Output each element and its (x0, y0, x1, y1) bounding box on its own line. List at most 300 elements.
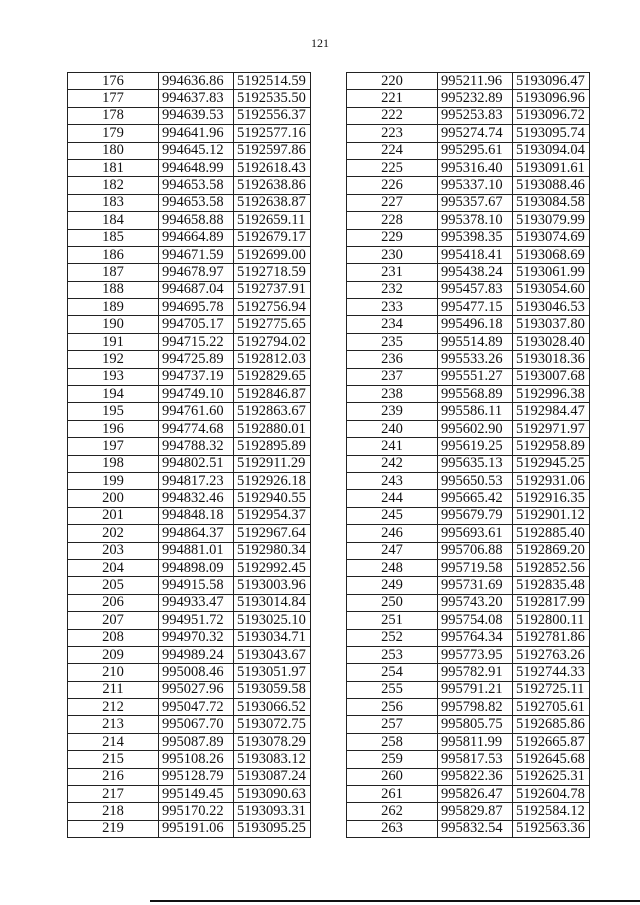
table-row (68, 264, 311, 281)
y-coordinate-cell: 5192984.47 (513, 403, 590, 420)
point-number-cell: 191 (68, 333, 159, 350)
x-coordinate-cell: 994695.78 (159, 299, 234, 316)
table-row (347, 455, 590, 472)
x-coordinate-cell: 995496.18 (438, 316, 513, 333)
y-coordinate-cell: 5192604.78 (513, 786, 590, 803)
point-number-cell: 207 (68, 612, 159, 629)
x-coordinate-cell: 995149.45 (159, 786, 234, 803)
point-number-cell: 253 (347, 646, 438, 663)
x-coordinate-cell: 995586.11 (438, 403, 513, 420)
x-coordinate-cell: 995829.87 (438, 803, 513, 820)
point-number-cell: 185 (68, 229, 159, 246)
y-coordinate-cell: 5193059.58 (234, 681, 311, 698)
table-row (68, 159, 311, 176)
y-coordinate-cell: 5192645.68 (513, 751, 590, 768)
table-row (68, 403, 311, 420)
x-coordinate-cell: 995108.26 (159, 751, 234, 768)
x-coordinate-cell: 994715.22 (159, 333, 234, 350)
y-coordinate-cell: 5192556.37 (234, 107, 311, 124)
x-coordinate-cell: 994705.17 (159, 316, 234, 333)
x-coordinate-cell: 995067.70 (159, 716, 234, 733)
x-coordinate-cell: 995274.74 (438, 125, 513, 142)
point-number-cell: 220 (347, 73, 438, 90)
x-coordinate-cell: 995568.89 (438, 386, 513, 403)
table-row (347, 403, 590, 420)
y-coordinate-cell: 5193083.12 (234, 751, 311, 768)
table-row (347, 246, 590, 263)
table-row (347, 333, 590, 350)
point-number-cell: 219 (68, 820, 159, 837)
table-row (347, 507, 590, 524)
x-coordinate-cell: 994848.18 (159, 507, 234, 524)
table-row (347, 386, 590, 403)
table-row (347, 542, 590, 559)
table-row (347, 212, 590, 229)
point-number-cell: 176 (68, 73, 159, 90)
table-row (68, 751, 311, 768)
point-number-cell: 223 (347, 125, 438, 142)
point-number-cell: 210 (68, 664, 159, 681)
point-number-cell: 215 (68, 751, 159, 768)
y-coordinate-cell: 5192958.89 (513, 438, 590, 455)
table-row (347, 73, 590, 90)
x-coordinate-cell: 994749.10 (159, 386, 234, 403)
table-row (68, 229, 311, 246)
x-coordinate-cell: 994881.01 (159, 542, 234, 559)
table-row (347, 281, 590, 298)
table-row (68, 803, 311, 820)
table-row (68, 507, 311, 524)
point-number-cell: 188 (68, 281, 159, 298)
table-row (347, 368, 590, 385)
point-number-cell: 240 (347, 420, 438, 437)
x-coordinate-cell: 995533.26 (438, 351, 513, 368)
y-coordinate-cell: 5192685.86 (513, 716, 590, 733)
y-coordinate-cell: 5193087.24 (234, 768, 311, 785)
table-row (347, 733, 590, 750)
point-number-cell: 212 (68, 699, 159, 716)
point-number-cell: 231 (347, 264, 438, 281)
y-coordinate-cell: 5192800.11 (513, 612, 590, 629)
y-coordinate-cell: 5193093.31 (234, 803, 311, 820)
x-coordinate-cell: 994970.32 (159, 629, 234, 646)
x-coordinate-cell: 995047.72 (159, 699, 234, 716)
point-number-cell: 228 (347, 212, 438, 229)
point-number-cell: 254 (347, 664, 438, 681)
y-coordinate-cell: 5192931.06 (513, 472, 590, 489)
table-row (68, 472, 311, 489)
y-coordinate-cell: 5192563.36 (513, 820, 590, 837)
y-coordinate-cell: 5193090.63 (234, 786, 311, 803)
y-coordinate-cell: 5193018.36 (513, 351, 590, 368)
point-number-cell: 229 (347, 229, 438, 246)
y-coordinate-cell: 5193068.69 (513, 246, 590, 263)
y-coordinate-cell: 5193096.72 (513, 107, 590, 124)
point-number-cell: 246 (347, 525, 438, 542)
x-coordinate-cell: 994725.89 (159, 351, 234, 368)
x-coordinate-cell: 995782.91 (438, 664, 513, 681)
x-coordinate-cell: 994774.68 (159, 420, 234, 437)
y-coordinate-cell: 5193046.53 (513, 299, 590, 316)
y-coordinate-cell: 5193095.25 (234, 820, 311, 837)
y-coordinate-cell: 5192926.18 (234, 472, 311, 489)
x-coordinate-cell: 995514.89 (438, 333, 513, 350)
x-coordinate-cell: 995798.82 (438, 699, 513, 716)
table-row (347, 577, 590, 594)
point-number-cell: 239 (347, 403, 438, 420)
y-coordinate-cell: 5192584.12 (513, 803, 590, 820)
y-coordinate-cell: 5192852.56 (513, 559, 590, 576)
point-number-cell: 211 (68, 681, 159, 698)
coordinates-table-left (67, 72, 311, 838)
y-coordinate-cell: 5193028.40 (513, 333, 590, 350)
table-row (68, 420, 311, 437)
x-coordinate-cell: 995811.99 (438, 733, 513, 750)
table-row (68, 281, 311, 298)
y-coordinate-cell: 5192744.33 (513, 664, 590, 681)
point-number-cell: 199 (68, 472, 159, 489)
point-number-cell: 204 (68, 559, 159, 576)
x-coordinate-cell: 994802.51 (159, 455, 234, 472)
table-row (68, 664, 311, 681)
table-row (347, 142, 590, 159)
y-coordinate-cell: 5192940.55 (234, 490, 311, 507)
x-coordinate-cell: 994788.32 (159, 438, 234, 455)
x-coordinate-cell: 995378.10 (438, 212, 513, 229)
y-coordinate-cell: 5192618.43 (234, 159, 311, 176)
x-coordinate-cell: 995087.89 (159, 733, 234, 750)
point-number-cell: 256 (347, 699, 438, 716)
x-coordinate-cell: 995457.83 (438, 281, 513, 298)
x-coordinate-cell: 994817.23 (159, 472, 234, 489)
point-number-cell: 258 (347, 733, 438, 750)
table-row (347, 751, 590, 768)
x-coordinate-cell: 995316.40 (438, 159, 513, 176)
table-row (68, 577, 311, 594)
x-coordinate-cell: 995743.20 (438, 594, 513, 611)
table-row (68, 142, 311, 159)
x-coordinate-cell: 995826.47 (438, 786, 513, 803)
point-number-cell: 251 (347, 612, 438, 629)
y-coordinate-cell: 5193034.71 (234, 629, 311, 646)
x-coordinate-cell: 994989.24 (159, 646, 234, 663)
point-number-cell: 205 (68, 577, 159, 594)
table-row (68, 107, 311, 124)
y-coordinate-cell: 5192945.25 (513, 455, 590, 472)
table-row (68, 768, 311, 785)
y-coordinate-cell: 5192996.38 (513, 386, 590, 403)
table-row (68, 594, 311, 611)
table-row (68, 90, 311, 107)
x-coordinate-cell: 995253.83 (438, 107, 513, 124)
table-row (347, 612, 590, 629)
y-coordinate-cell: 5192817.99 (513, 594, 590, 611)
table-row (347, 159, 590, 176)
x-coordinate-cell: 994658.88 (159, 212, 234, 229)
table-row (68, 559, 311, 576)
table-row (68, 386, 311, 403)
point-number-cell: 232 (347, 281, 438, 298)
table-row (347, 229, 590, 246)
point-number-cell: 221 (347, 90, 438, 107)
y-coordinate-cell: 5192737.91 (234, 281, 311, 298)
y-coordinate-cell: 5193074.69 (513, 229, 590, 246)
y-coordinate-cell: 5192659.11 (234, 212, 311, 229)
point-number-cell: 202 (68, 525, 159, 542)
point-number-cell: 242 (347, 455, 438, 472)
y-coordinate-cell: 5192992.45 (234, 559, 311, 576)
table-row (347, 125, 590, 142)
point-number-cell: 238 (347, 386, 438, 403)
x-coordinate-cell: 994653.58 (159, 194, 234, 211)
x-coordinate-cell: 995619.25 (438, 438, 513, 455)
y-coordinate-cell: 5193079.99 (513, 212, 590, 229)
point-number-cell: 186 (68, 246, 159, 263)
point-number-cell: 197 (68, 438, 159, 455)
x-coordinate-cell: 995764.34 (438, 629, 513, 646)
table-row (347, 629, 590, 646)
point-number-cell: 206 (68, 594, 159, 611)
y-coordinate-cell: 5192812.03 (234, 351, 311, 368)
y-coordinate-cell: 5193014.84 (234, 594, 311, 611)
y-coordinate-cell: 5192971.97 (513, 420, 590, 437)
point-number-cell: 245 (347, 507, 438, 524)
table-row (68, 733, 311, 750)
x-coordinate-cell: 994648.99 (159, 159, 234, 176)
table-row (347, 438, 590, 455)
table-row (347, 194, 590, 211)
table-row (347, 490, 590, 507)
table-row (68, 699, 311, 716)
point-number-cell: 213 (68, 716, 159, 733)
point-number-cell: 250 (347, 594, 438, 611)
y-coordinate-cell: 5192638.87 (234, 194, 311, 211)
x-coordinate-cell: 995357.67 (438, 194, 513, 211)
y-coordinate-cell: 5193061.99 (513, 264, 590, 281)
table-row (68, 525, 311, 542)
x-coordinate-cell: 995418.41 (438, 246, 513, 263)
point-number-cell: 234 (347, 316, 438, 333)
x-coordinate-cell: 995635.13 (438, 455, 513, 472)
table-row (347, 177, 590, 194)
x-coordinate-cell: 994653.58 (159, 177, 234, 194)
point-number-cell: 190 (68, 316, 159, 333)
x-coordinate-cell: 995232.89 (438, 90, 513, 107)
x-coordinate-cell: 994687.04 (159, 281, 234, 298)
x-coordinate-cell: 994933.47 (159, 594, 234, 611)
table-row (68, 629, 311, 646)
point-number-cell: 218 (68, 803, 159, 820)
table-row (347, 559, 590, 576)
table-row (347, 264, 590, 281)
x-coordinate-cell: 995295.61 (438, 142, 513, 159)
point-number-cell: 216 (68, 768, 159, 785)
x-coordinate-cell: 995170.22 (159, 803, 234, 820)
point-number-cell: 208 (68, 629, 159, 646)
table-row (347, 716, 590, 733)
table-row (68, 177, 311, 194)
table-row (68, 646, 311, 663)
y-coordinate-cell: 5192967.64 (234, 525, 311, 542)
x-coordinate-cell: 995731.69 (438, 577, 513, 594)
point-number-cell: 261 (347, 786, 438, 803)
y-coordinate-cell: 5193096.96 (513, 90, 590, 107)
x-coordinate-cell: 995791.21 (438, 681, 513, 698)
point-number-cell: 192 (68, 351, 159, 368)
table-row (68, 455, 311, 472)
table-row (68, 333, 311, 350)
point-number-cell: 230 (347, 246, 438, 263)
point-number-cell: 257 (347, 716, 438, 733)
point-number-cell: 194 (68, 386, 159, 403)
point-number-cell: 227 (347, 194, 438, 211)
point-number-cell: 187 (68, 264, 159, 281)
point-number-cell: 226 (347, 177, 438, 194)
y-coordinate-cell: 5192577.16 (234, 125, 311, 142)
y-coordinate-cell: 5193096.47 (513, 73, 590, 90)
table-row (68, 612, 311, 629)
x-coordinate-cell: 995817.53 (438, 751, 513, 768)
x-coordinate-cell: 995650.53 (438, 472, 513, 489)
x-coordinate-cell: 994864.37 (159, 525, 234, 542)
y-coordinate-cell: 5192781.86 (513, 629, 590, 646)
x-coordinate-cell: 995832.54 (438, 820, 513, 837)
table-row (68, 681, 311, 698)
y-coordinate-cell: 5192638.86 (234, 177, 311, 194)
table-row (347, 803, 590, 820)
point-number-cell: 241 (347, 438, 438, 455)
y-coordinate-cell: 5192885.40 (513, 525, 590, 542)
table-row (68, 438, 311, 455)
table-row (347, 90, 590, 107)
y-coordinate-cell: 5192725.11 (513, 681, 590, 698)
point-number-cell: 244 (347, 490, 438, 507)
point-number-cell: 198 (68, 455, 159, 472)
point-number-cell: 235 (347, 333, 438, 350)
point-number-cell: 252 (347, 629, 438, 646)
page-number: 121 (311, 36, 329, 50)
table-row (68, 246, 311, 263)
y-coordinate-cell: 5193037.80 (513, 316, 590, 333)
y-coordinate-cell: 5193051.97 (234, 664, 311, 681)
y-coordinate-cell: 5193007.68 (513, 368, 590, 385)
x-coordinate-cell: 995693.61 (438, 525, 513, 542)
table-row (68, 820, 311, 837)
y-coordinate-cell: 5192718.59 (234, 264, 311, 281)
x-coordinate-cell: 995719.58 (438, 559, 513, 576)
y-coordinate-cell: 5192699.00 (234, 246, 311, 263)
x-coordinate-cell: 994664.89 (159, 229, 234, 246)
y-coordinate-cell: 5192901.12 (513, 507, 590, 524)
point-number-cell: 214 (68, 733, 159, 750)
table-row (68, 351, 311, 368)
point-number-cell: 262 (347, 803, 438, 820)
point-number-cell: 225 (347, 159, 438, 176)
x-coordinate-cell: 995027.96 (159, 681, 234, 698)
x-coordinate-cell: 995822.36 (438, 768, 513, 785)
table-row (68, 125, 311, 142)
table-row (347, 664, 590, 681)
x-coordinate-cell: 994671.59 (159, 246, 234, 263)
point-number-cell: 243 (347, 472, 438, 489)
x-coordinate-cell: 995665.42 (438, 490, 513, 507)
point-number-cell: 217 (68, 786, 159, 803)
x-coordinate-cell: 995602.90 (438, 420, 513, 437)
point-number-cell: 259 (347, 751, 438, 768)
table-row (68, 299, 311, 316)
point-number-cell: 203 (68, 542, 159, 559)
y-coordinate-cell: 5192895.89 (234, 438, 311, 455)
point-number-cell: 236 (347, 351, 438, 368)
x-coordinate-cell: 994641.96 (159, 125, 234, 142)
y-coordinate-cell: 5193043.67 (234, 646, 311, 663)
table-row (347, 768, 590, 785)
y-coordinate-cell: 5192775.65 (234, 316, 311, 333)
x-coordinate-cell: 995191.06 (159, 820, 234, 837)
table-row (347, 299, 590, 316)
x-coordinate-cell: 995438.24 (438, 264, 513, 281)
point-number-cell: 224 (347, 142, 438, 159)
table-row (68, 316, 311, 333)
bottom-rule (150, 900, 640, 902)
x-coordinate-cell: 994951.72 (159, 612, 234, 629)
y-coordinate-cell: 5192763.26 (513, 646, 590, 663)
table-row (347, 699, 590, 716)
y-coordinate-cell: 5192625.31 (513, 768, 590, 785)
y-coordinate-cell: 5193054.60 (513, 281, 590, 298)
x-coordinate-cell: 995477.15 (438, 299, 513, 316)
y-coordinate-cell: 5193094.04 (513, 142, 590, 159)
point-number-cell: 209 (68, 646, 159, 663)
table-row (347, 646, 590, 663)
y-coordinate-cell: 5192835.48 (513, 577, 590, 594)
y-coordinate-cell: 5192679.17 (234, 229, 311, 246)
x-coordinate-cell: 994898.09 (159, 559, 234, 576)
x-coordinate-cell: 994636.86 (159, 73, 234, 90)
point-number-cell: 233 (347, 299, 438, 316)
point-number-cell: 263 (347, 820, 438, 837)
y-coordinate-cell: 5192869.20 (513, 542, 590, 559)
y-coordinate-cell: 5193091.61 (513, 159, 590, 176)
point-number-cell: 195 (68, 403, 159, 420)
y-coordinate-cell: 5192794.02 (234, 333, 311, 350)
y-coordinate-cell: 5192514.59 (234, 73, 311, 90)
point-number-cell: 184 (68, 212, 159, 229)
table-row (347, 820, 590, 837)
y-coordinate-cell: 5192756.94 (234, 299, 311, 316)
x-coordinate-cell: 994637.83 (159, 90, 234, 107)
y-coordinate-cell: 5192705.61 (513, 699, 590, 716)
table-row (68, 786, 311, 803)
y-coordinate-cell: 5192829.65 (234, 368, 311, 385)
x-coordinate-cell: 995551.27 (438, 368, 513, 385)
y-coordinate-cell: 5193088.46 (513, 177, 590, 194)
x-coordinate-cell: 994915.58 (159, 577, 234, 594)
y-coordinate-cell: 5192916.35 (513, 490, 590, 507)
table-row (68, 716, 311, 733)
x-coordinate-cell: 995211.96 (438, 73, 513, 90)
x-coordinate-cell: 995773.95 (438, 646, 513, 663)
y-coordinate-cell: 5193003.96 (234, 577, 311, 594)
x-coordinate-cell: 994645.12 (159, 142, 234, 159)
point-number-cell: 179 (68, 125, 159, 142)
table-row (347, 107, 590, 124)
x-coordinate-cell: 995679.79 (438, 507, 513, 524)
point-number-cell: 180 (68, 142, 159, 159)
y-coordinate-cell: 5193025.10 (234, 612, 311, 629)
y-coordinate-cell: 5192597.86 (234, 142, 311, 159)
table-row (347, 316, 590, 333)
